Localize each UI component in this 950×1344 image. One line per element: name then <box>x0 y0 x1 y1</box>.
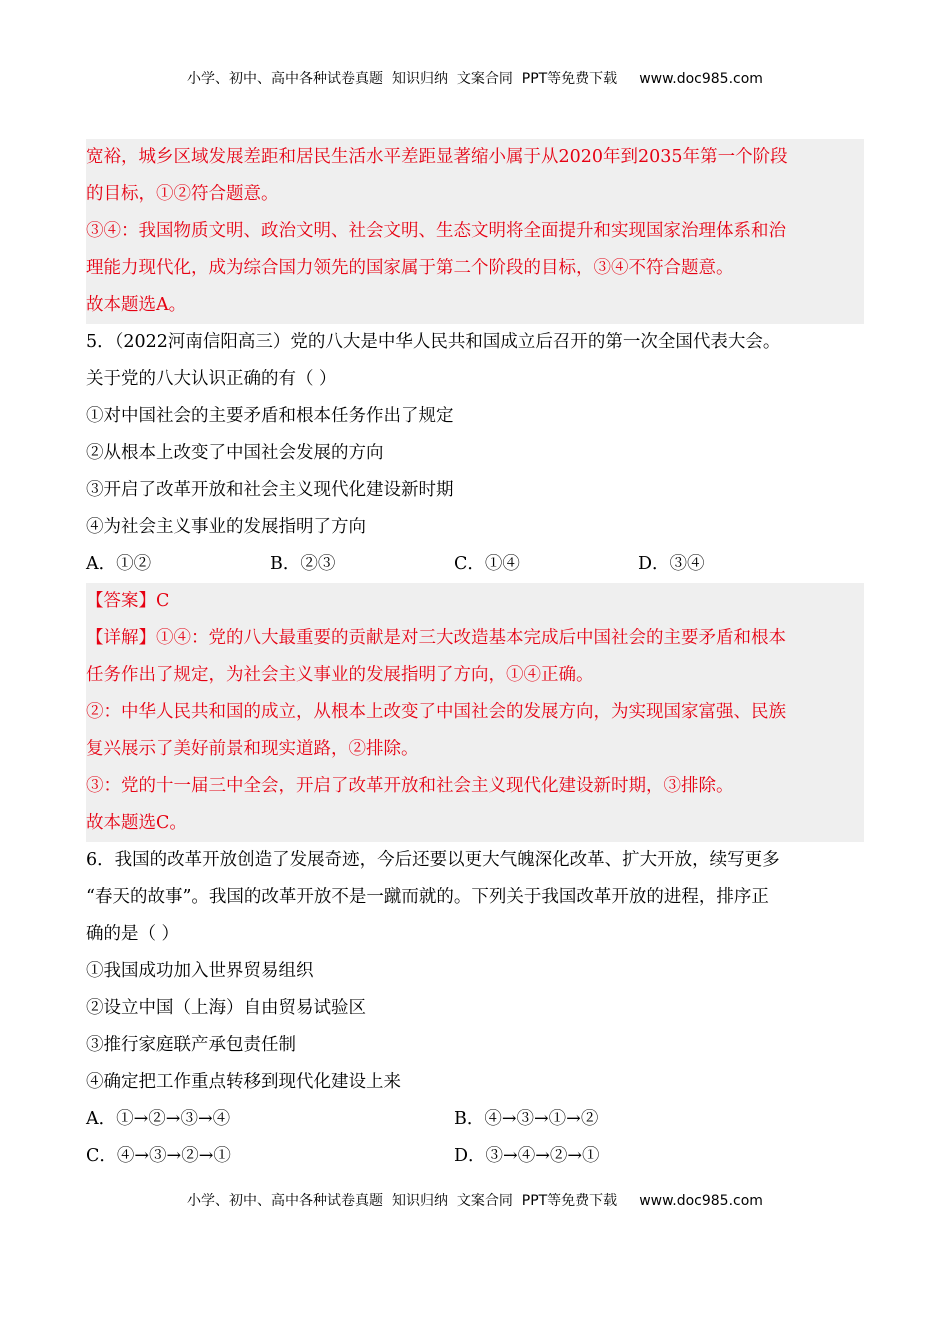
page-footer <box>0 1190 950 1210</box>
page-header <box>0 68 950 88</box>
question-item: ①对中国社会的主要矛盾和根本任务作出了规定 <box>86 406 454 426</box>
header-text: 小学、初中、高中各种试卷真题 知识归纳 文案合同 PPT等免费下载 <box>187 71 618 87</box>
question-stem: 6．我国的改革开放创造了发展奇迹，今后还要以更大气魄深化改革、扩大开放，续写更多 <box>86 850 780 870</box>
header-url: www.doc985.com <box>639 71 763 87</box>
detail-line: ③：党的十一届三中全会，开启了改革开放和社会主义现代化建设新时期，③排除。 <box>86 776 734 796</box>
detail-line: 故本题选C。 <box>86 813 187 833</box>
explanation-line: 理能力现代化，成为综合国力领先的国家属于第二个阶段的目标，③④不符合题意。 <box>86 258 734 278</box>
option-a: A．①② <box>86 554 152 574</box>
question-item: ②设立中国（上海）自由贸易试验区 <box>86 998 366 1018</box>
question-stem: 关于党的八大认识正确的有（ ） <box>86 369 337 389</box>
question-item: ④为社会主义事业的发展指明了方向 <box>86 517 366 537</box>
answer: 【答案】C <box>86 591 170 611</box>
explanation-line: 的目标，①②符合题意。 <box>86 184 279 204</box>
footer-url: www.doc985.com <box>639 1193 763 1209</box>
option-b: B．②③ <box>270 554 336 574</box>
explanation-line: 故本题选A。 <box>86 295 187 315</box>
question-stem: 5．（2022河南信阳高三）党的八大是中华人民共和国成立后召开的第一次全国代表大会。 <box>86 332 781 352</box>
detail-line: 任务作出了规定，为社会主义事业的发展指明了方向，①④正确。 <box>86 665 594 685</box>
option-b: B．④→③→①→② <box>454 1109 599 1129</box>
detail-line: 复兴展示了美好前景和现实道路，②排除。 <box>86 739 419 759</box>
option-d: D．③→④→②→① <box>454 1146 600 1166</box>
option-c: C．①④ <box>454 554 520 574</box>
question-stem: “春天的故事”。我国的改革开放不是一蹴而就的。下列关于我国改革开放的进程，排序正 <box>86 887 769 907</box>
option-c: C．④→③→②→① <box>86 1146 231 1166</box>
footer-text: 小学、初中、高中各种试卷真题 知识归纳 文案合同 PPT等免费下载 <box>187 1193 618 1209</box>
option-a: A．①→②→③→④ <box>86 1109 231 1129</box>
detail-line: ②：中华人民共和国的成立，从根本上改变了中国社会的发展方向，为实现国家富强、民族 <box>86 702 786 722</box>
detail-line: 【详解】①④：党的八大最重要的贡献是对三大改造基本完成后中国社会的主要矛盾和根本 <box>86 628 786 648</box>
option-d: D．③④ <box>638 554 705 574</box>
explanation-line: ③④：我国物质文明、政治文明、社会文明、生态文明将全面提升和实现国家治理体系和治 <box>86 221 786 241</box>
question-item: ①我国成功加入世界贸易组织 <box>86 961 314 981</box>
question-item: ④确定把工作重点转移到现代化建设上来 <box>86 1072 401 1092</box>
question-5 <box>86 324 864 546</box>
question-item: ②从根本上改变了中国社会发展的方向 <box>86 443 384 463</box>
prev-explanation <box>86 139 864 324</box>
explanation-line: 宽裕，城乡区域发展差距和居民生活水平差距显著缩小属于从2020年到2035年第一个阶段 <box>86 147 788 167</box>
question-stem: 确的是（ ） <box>86 924 180 944</box>
q5-answer-block <box>86 583 864 842</box>
question-6 <box>86 842 864 1101</box>
question-item: ③推行家庭联产承包责任制 <box>86 1035 296 1055</box>
question-item: ③开启了改革开放和社会主义现代化建设新时期 <box>86 480 454 500</box>
